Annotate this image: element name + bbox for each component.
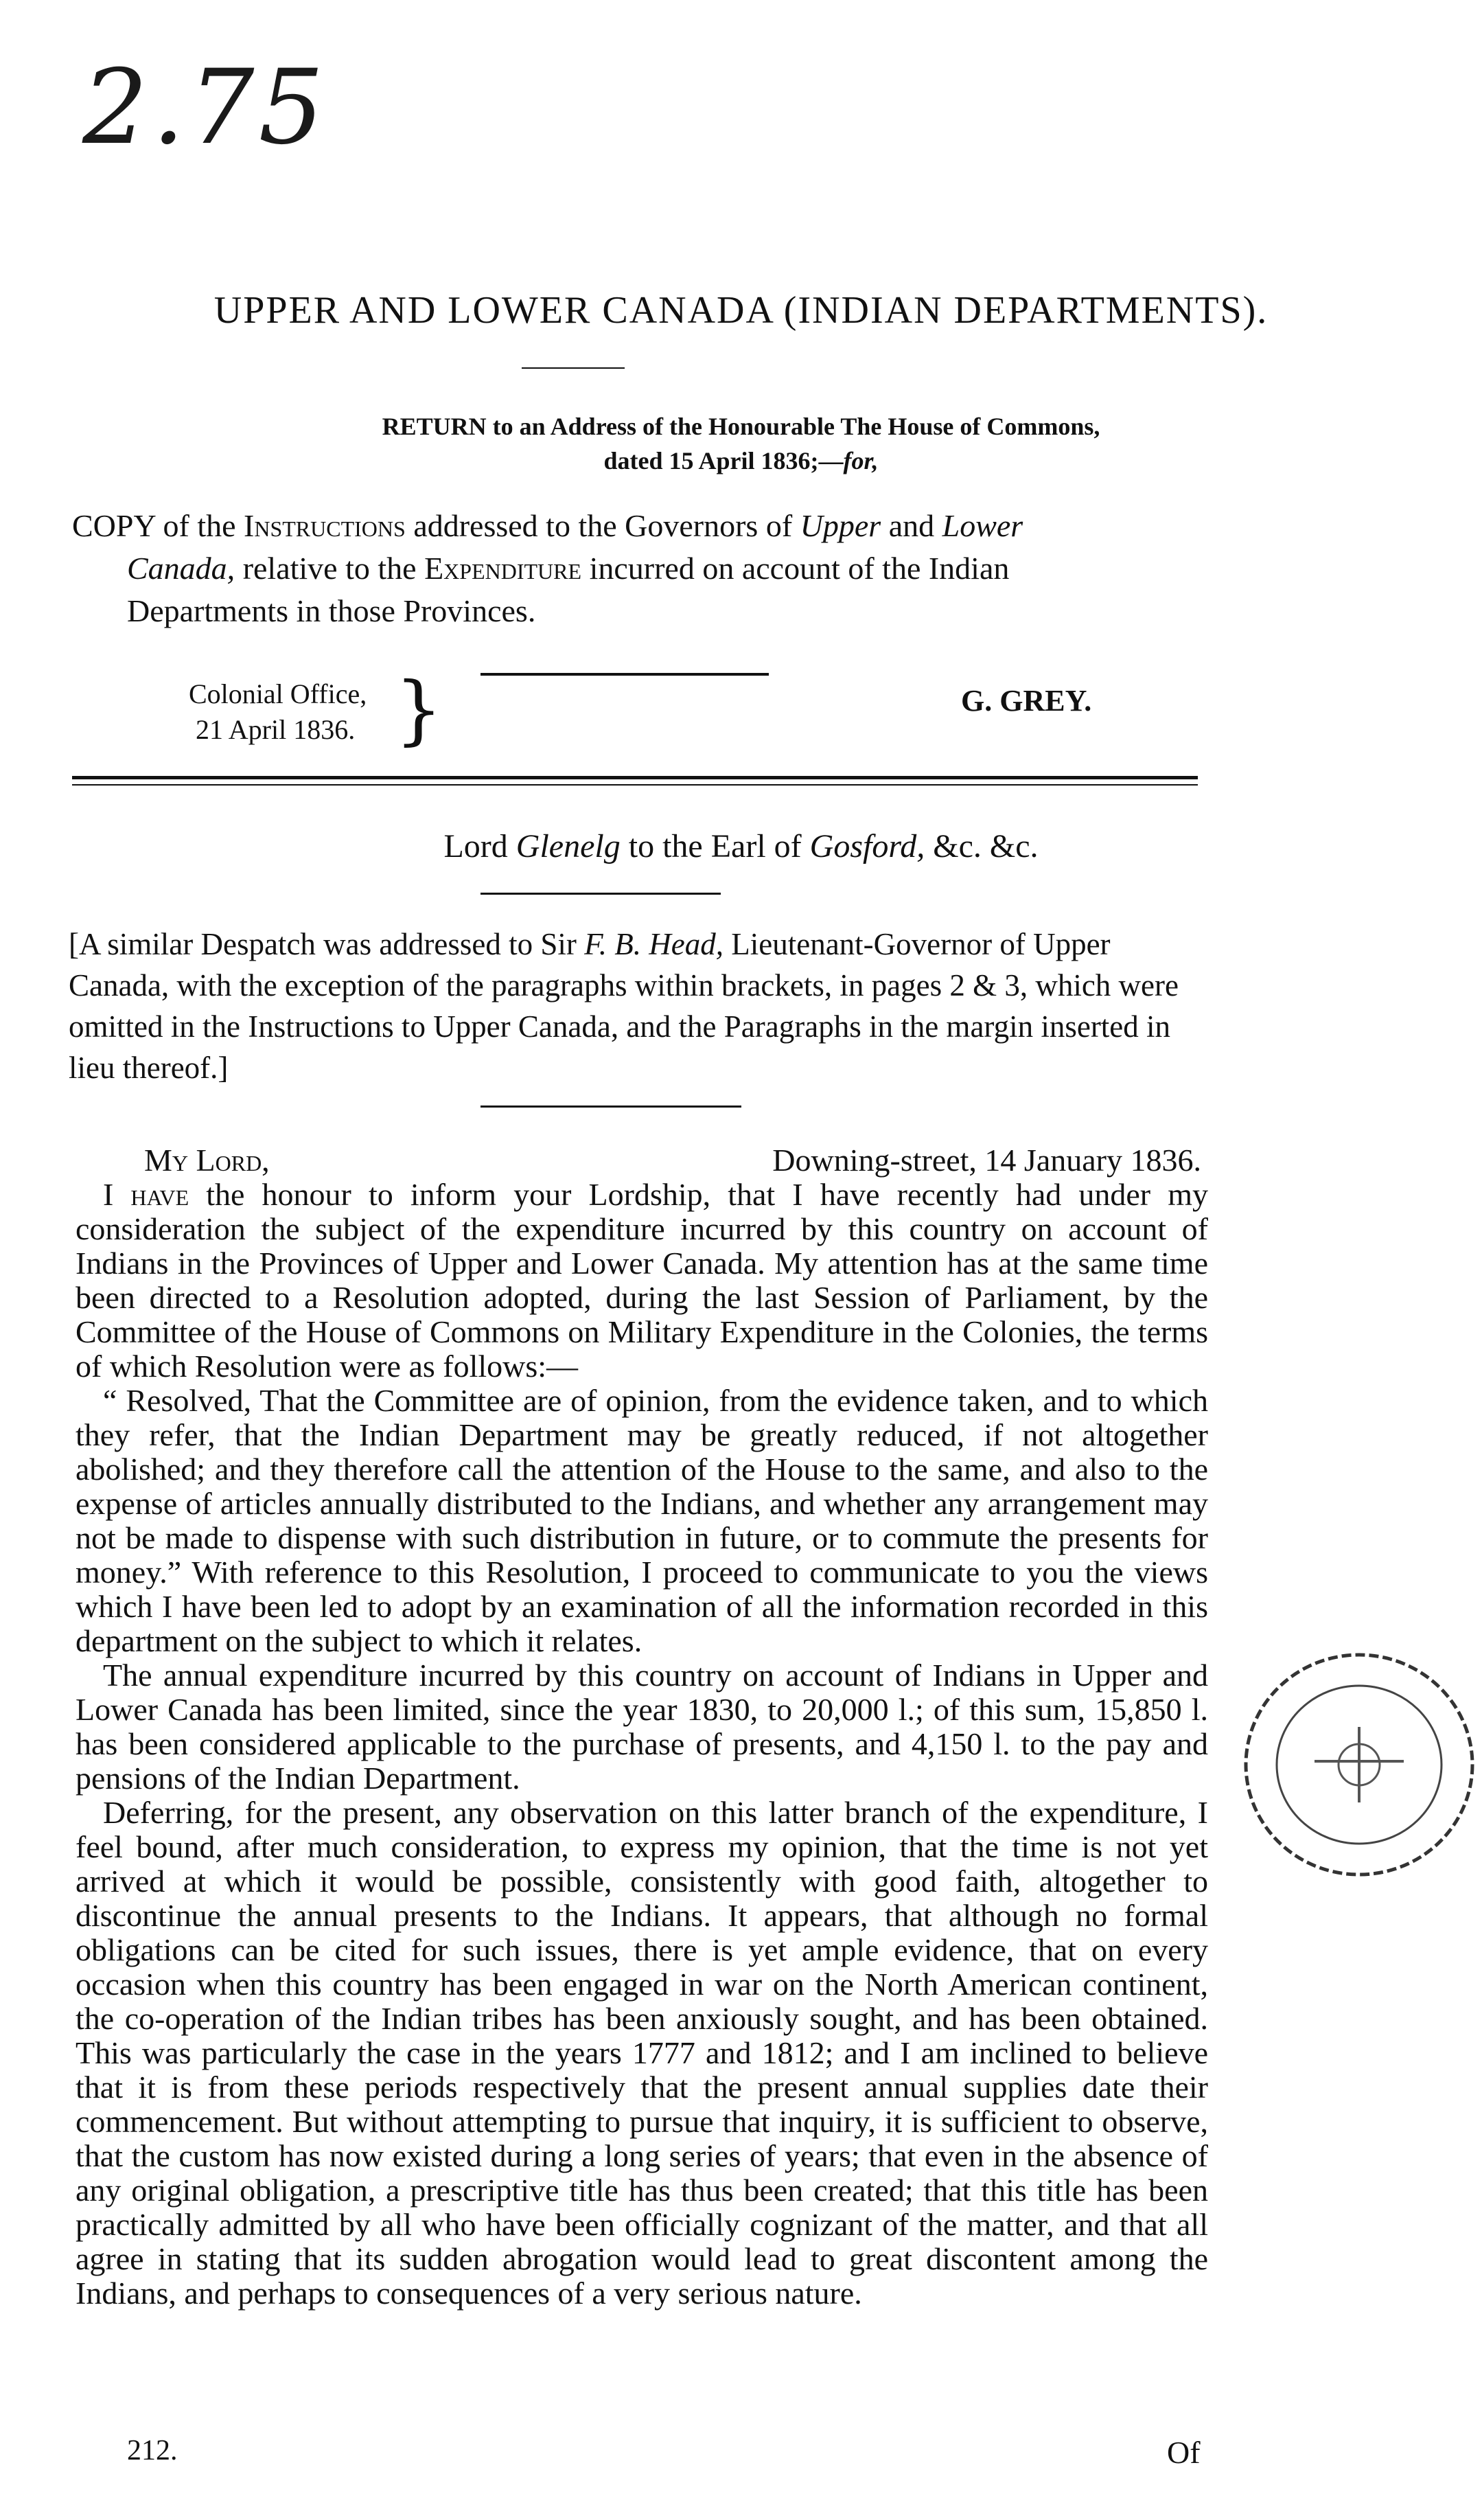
- return-label: RETURN: [382, 413, 487, 440]
- office-line-2: 21 April 1836.: [196, 714, 356, 745]
- double-rule-bottom: [72, 784, 1198, 786]
- heading-text: &c. &c.: [925, 828, 1039, 864]
- signature: G. GREY.: [961, 684, 1092, 718]
- paragraph-4: Deferring, for the present, any observation on this latter branch of the expenditure, I feel bound, after much consideration, to express my opinion, that the time is not yet arrived at which it would be possible, consistently with good faith, altogether to discontinue the annual presents to the Indians. It appears, that although no formal obligations can be cited for such issues, there is yet ample evidence, that on every occasion when this country has been engaged in war on the North American continent, the co-operation of the Indian tribes has been anxiously sought, and has been obtained. This was particularly the case in the years 1777 and 1812; and I am inclined to believe that it is from these periods respectively that the present annual supplies date their commencement. But without attempting to pursue that inquiry, it is sufficient to observe, that the custom has now existed during a long series of years; that even in the absence of any original obligation, a prescriptive title has thus been created; that this title has been practically admitted by all who have been officially cognizant of the matter, and that all agree in stating that its sudden abrogation would lead to great discontent among the Indians, and perhaps to consequences of a very serious nature.: [76, 1795, 1208, 2311]
- heading-glenelg: Glenelg: [516, 828, 621, 864]
- salutation: My Lord,: [144, 1143, 270, 1178]
- p1-lead: I have: [103, 1177, 189, 1212]
- copy-canada: Canada,: [127, 551, 235, 586]
- office-rule: [481, 673, 769, 676]
- bracket-rule: [481, 1106, 741, 1108]
- copy-expenditure: Expenditure: [424, 551, 582, 586]
- copy-upper: Upper: [800, 508, 881, 543]
- title-rule: [522, 367, 625, 369]
- bracket-text: Lieutenant-Governor of Upper Canada, with the exception of the paragraphs within brackets, in pages 2 & 3, which were omitted in the Instructions to Upper Canada, and the Paragraphs in the margin inserted in lieu thereof.]: [69, 927, 1179, 1085]
- catchword: Of: [1167, 2435, 1201, 2470]
- copy-instructions: Instructions: [244, 508, 406, 543]
- copy-text: addressed to the Governors of: [405, 508, 800, 543]
- double-rule-top: [72, 776, 1198, 779]
- paragraph-1: [76, 1178, 1208, 1384]
- heading-text: to the Earl of: [620, 828, 810, 864]
- letter-body: [76, 1143, 1208, 2311]
- salutation-row: [76, 1143, 1208, 1178]
- copy-text: incurred on account of the Indian: [581, 551, 1010, 586]
- copy-text: of the: [155, 508, 244, 543]
- heading-text: Lord: [443, 828, 516, 864]
- return-date: dated 15 April 1836;—: [603, 447, 844, 474]
- copy-paragraph: [72, 505, 1198, 632]
- handwritten-number: 2.75: [82, 48, 328, 168]
- heading-rule: [481, 893, 721, 895]
- p1-text: the honour to inform your Lordship, that I have recently had under my consideration the subject of the expenditure incurred by this country on account of Indians in the Provinces of Upper and Lower Canada. My attention has at the same time been directed to a Resolution adopted, during the last Session of Parliament, by the Committee of the House of Commons on Military Expenditure in the Colonies, the terms of which Resolution were as follows:—: [76, 1177, 1208, 1384]
- return-line: [0, 412, 1482, 441]
- return-date-line: [0, 446, 1482, 475]
- document-title: UPPER AND LOWER CANADA (INDIAN DEPARTMENTS).: [213, 289, 1269, 332]
- bracket-note: [69, 924, 1194, 1088]
- bracket-text: [A similar Despatch was addressed to Sir: [69, 927, 585, 961]
- copy-text: Departments in those Provinces.: [127, 593, 536, 628]
- office-line-1: Colonial Office,: [189, 678, 367, 709]
- paragraph-2: “ Resolved, That the Committee are of opinion, from the evidence taken, and to which they refer, that the Indian Department may be greatly reduced, if not altogether abolished; and they therefore call the attention of the House to the same, and also to the expense of articles annually distributed to the Indians, and whether any arrangement may not be made to dispense with such distribution in future, or to commute the presents for money.” With reference to this Resolution, I proceed to communicate to you the views which I have been led to adopt by an examination of all the information recorded in this department on the subject to which it relates.: [76, 1383, 1208, 1658]
- paragraph-3: The annual expenditure incurred by this country on account of Indians in Upper and Lower Canada has been limited, since the year 1830, to 20,000 l.; of this sum, 15,850 l. has been considered applicable to the purchase of presents, and 4,150 l. to the pay and pensions of the Indian Department.: [76, 1658, 1208, 1796]
- return-address-text: to an Address of the Honourable The House of Commons,: [486, 413, 1100, 440]
- office-brace: }: [395, 665, 443, 753]
- copy-lead: COPY: [72, 508, 155, 543]
- heading-gosford: Gosford,: [809, 828, 925, 864]
- bracket-head: F. B. Head,: [584, 927, 723, 961]
- office-block: [189, 676, 367, 748]
- library-seal-stamp-icon: [1232, 1645, 1482, 1885]
- copy-text: and: [881, 508, 942, 543]
- letter-heading: [0, 827, 1482, 865]
- copy-lower: Lower: [942, 508, 1023, 543]
- page-footer-number: 212.: [127, 2435, 178, 2466]
- place-date: Downing-street, 14 January 1836.: [772, 1143, 1201, 1178]
- return-for: for,: [843, 447, 879, 474]
- copy-text: relative to the: [235, 551, 425, 586]
